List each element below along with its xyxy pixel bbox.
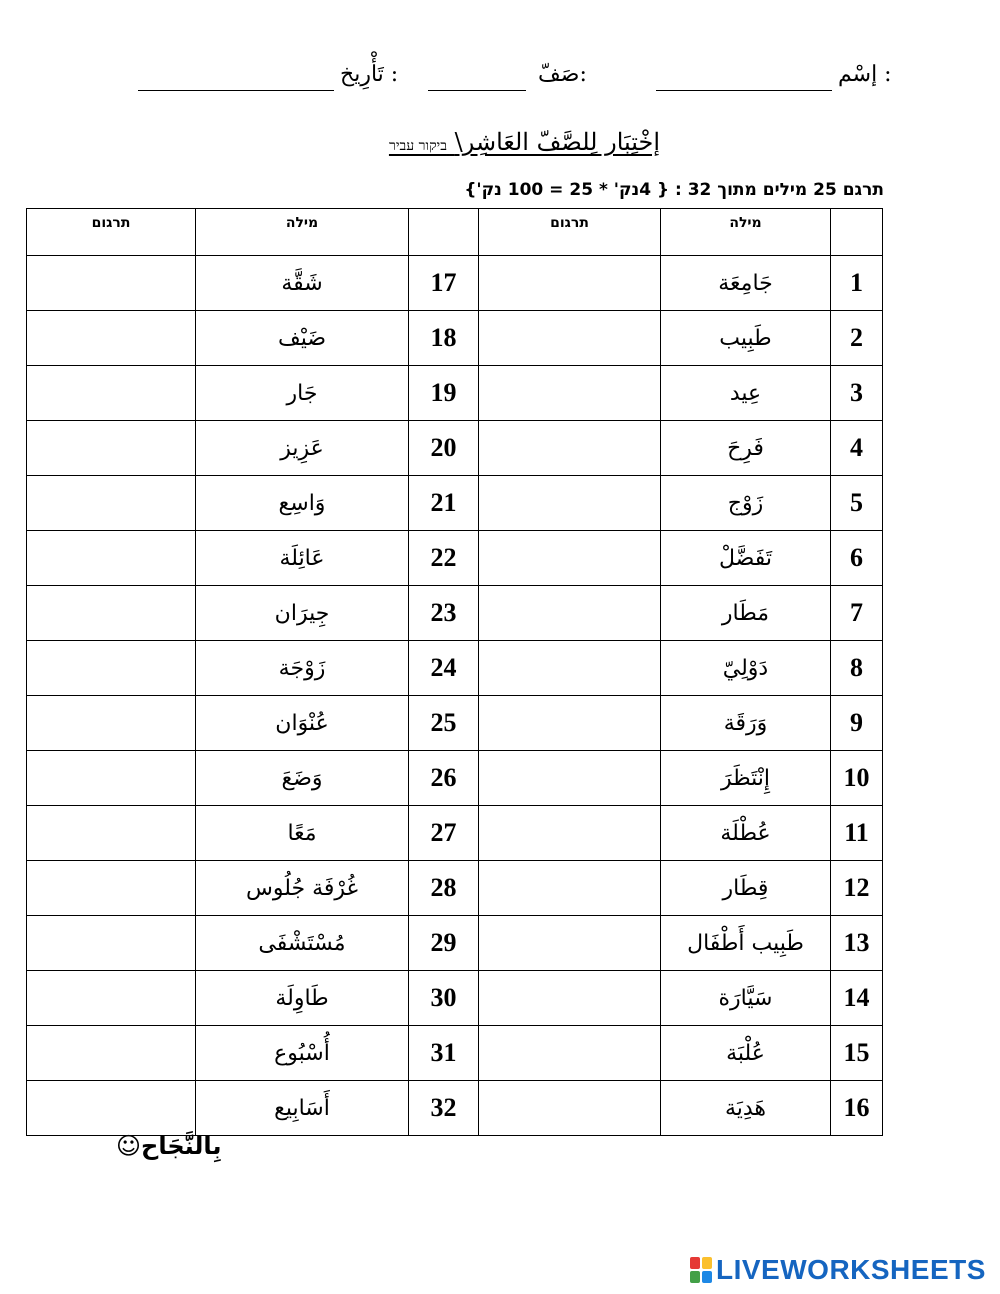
table-row (27, 696, 883, 751)
translation-answer-cell[interactable] (479, 1026, 661, 1081)
liveworksheets-logo (690, 1253, 986, 1287)
translation-answer-cell[interactable] (27, 861, 196, 916)
translation-answer-cell[interactable] (27, 1026, 196, 1081)
arabic-word: مَعًا (196, 806, 409, 861)
table-row (27, 971, 883, 1026)
vocabulary-table (26, 208, 883, 1136)
item-number: 7 (831, 586, 883, 641)
table-row (27, 861, 883, 916)
date-field-line (138, 90, 334, 91)
arabic-word: عَائِلَة (196, 531, 409, 586)
class-field-line (428, 90, 526, 91)
item-number: 11 (831, 806, 883, 861)
item-number: 8 (831, 641, 883, 696)
translation-answer-cell[interactable] (479, 971, 661, 1026)
translation-answer-cell[interactable] (479, 476, 661, 531)
translation-header: תרגום (479, 209, 661, 256)
item-number: 30 (409, 971, 479, 1026)
logo-mark-icon (690, 1257, 712, 1283)
table-row (27, 476, 883, 531)
arabic-word: ضَيْف (196, 311, 409, 366)
item-number: 28 (409, 861, 479, 916)
name-label: إسْم : (838, 62, 892, 87)
arabic-word: تَفَضَّلْ (661, 531, 831, 586)
word-header: מילה (196, 209, 409, 256)
item-number: 15 (831, 1026, 883, 1081)
item-number: 4 (831, 421, 883, 476)
arabic-word: مُسْتَشْفَى (196, 916, 409, 971)
item-number: 21 (409, 476, 479, 531)
translation-answer-cell[interactable] (27, 586, 196, 641)
item-number: 23 (409, 586, 479, 641)
arabic-word: طَبِيب أَطْفَال (661, 916, 831, 971)
item-number: 1 (831, 256, 883, 311)
table-row (27, 531, 883, 586)
arabic-word: شَقَّة (196, 256, 409, 311)
arabic-word: غُرْفَة جُلُوس (196, 861, 409, 916)
item-number: 24 (409, 641, 479, 696)
arabic-word: جِيرَان (196, 586, 409, 641)
item-number: 27 (409, 806, 479, 861)
item-number: 3 (831, 366, 883, 421)
table-row (27, 916, 883, 971)
arabic-word: فَرِحَ (661, 421, 831, 476)
item-number: 10 (831, 751, 883, 806)
exam-title: إخْتِبَار لِلصَّفّ العَاشِر\ (454, 128, 660, 156)
arabic-word: جَامِعَة (661, 256, 831, 311)
translation-answer-cell[interactable] (27, 256, 196, 311)
translation-answer-cell[interactable] (479, 311, 661, 366)
translation-answer-cell[interactable] (27, 311, 196, 366)
table-row (27, 421, 883, 476)
item-number: 5 (831, 476, 883, 531)
table-row (27, 806, 883, 861)
number-header (831, 209, 883, 256)
arabic-word: زَوْجَة (196, 641, 409, 696)
table-row (27, 586, 883, 641)
arabic-word: عِيد (661, 366, 831, 421)
arabic-word: عَزِيز (196, 421, 409, 476)
translation-answer-cell[interactable] (27, 531, 196, 586)
translation-answer-cell[interactable] (27, 751, 196, 806)
instructions: תרגם 25 מילים מתוך 32 : { 4נק' * 25 = 100 נק'} (464, 180, 884, 200)
translation-answer-cell[interactable] (27, 806, 196, 861)
translation-answer-cell[interactable] (479, 421, 661, 476)
teacher-name: ביקור עביר (388, 138, 447, 154)
item-number: 17 (409, 256, 479, 311)
item-number: 29 (409, 916, 479, 971)
translation-answer-cell[interactable] (479, 366, 661, 421)
arabic-word: قِطَار (661, 861, 831, 916)
arabic-word: عُنْوَان (196, 696, 409, 751)
arabic-word: عُطْلَة (661, 806, 831, 861)
date-label: تَأْرِيخ : (340, 62, 399, 87)
translation-answer-cell[interactable] (27, 916, 196, 971)
page-title (300, 128, 660, 156)
word-header: מילה (661, 209, 831, 256)
class-label: صَفّ: (538, 62, 587, 87)
translation-answer-cell[interactable] (27, 971, 196, 1026)
item-number: 9 (831, 696, 883, 751)
arabic-word: عُلْبَة (661, 1026, 831, 1081)
translation-answer-cell[interactable] (479, 861, 661, 916)
item-number: 26 (409, 751, 479, 806)
item-number: 20 (409, 421, 479, 476)
translation-answer-cell[interactable] (27, 421, 196, 476)
item-number: 32 (409, 1081, 479, 1136)
arabic-word: مَطَار (661, 586, 831, 641)
item-number: 22 (409, 531, 479, 586)
name-field-line (656, 90, 832, 91)
translation-answer-cell[interactable] (479, 696, 661, 751)
translation-answer-cell[interactable] (479, 586, 661, 641)
number-header (409, 209, 479, 256)
arabic-word: طَبِيب (661, 311, 831, 366)
translation-answer-cell[interactable] (479, 806, 661, 861)
translation-answer-cell[interactable] (479, 641, 661, 696)
table-row (27, 311, 883, 366)
translation-answer-cell[interactable] (479, 751, 661, 806)
translation-answer-cell[interactable] (479, 1081, 661, 1136)
arabic-word: وَضَعَ (196, 751, 409, 806)
translation-answer-cell[interactable] (27, 696, 196, 751)
logo-text: LIVEWORKSHEETS (716, 1254, 986, 1285)
translation-answer-cell[interactable] (27, 476, 196, 531)
translation-answer-cell[interactable] (27, 366, 196, 421)
item-number: 16 (831, 1081, 883, 1136)
arabic-word: هَدِيَة (661, 1081, 831, 1136)
item-number: 31 (409, 1026, 479, 1081)
arabic-word: وَاسِع (196, 476, 409, 531)
arabic-word: أَسَابِيع (196, 1081, 409, 1136)
arabic-word: طَاوِلَة (196, 971, 409, 1026)
table-row (27, 366, 883, 421)
arabic-word: سَيَّارَة (661, 971, 831, 1026)
arabic-word: أُسْبُوع (196, 1026, 409, 1081)
item-number: 19 (409, 366, 479, 421)
table-row (27, 256, 883, 311)
item-number: 18 (409, 311, 479, 366)
table-row (27, 751, 883, 806)
arabic-word: دَوْلِيّ (661, 641, 831, 696)
table-row (27, 1081, 883, 1136)
item-number: 12 (831, 861, 883, 916)
item-number: 14 (831, 971, 883, 1026)
table-row (27, 1026, 883, 1081)
arabic-word: إِنْتَظَرَ (661, 751, 831, 806)
item-number: 6 (831, 531, 883, 586)
translation-header: תרגום (27, 209, 196, 256)
table-header-row (27, 209, 883, 256)
translation-answer-cell[interactable] (479, 256, 661, 311)
item-number: 13 (831, 916, 883, 971)
table-row (27, 641, 883, 696)
translation-answer-cell[interactable] (479, 531, 661, 586)
arabic-word: وَرَقَة (661, 696, 831, 751)
item-number: 2 (831, 311, 883, 366)
arabic-word: جَار (196, 366, 409, 421)
translation-answer-cell[interactable] (479, 916, 661, 971)
good-luck-text: بِالنَّجَاح☺ (116, 1132, 222, 1160)
student-header (0, 58, 1000, 98)
arabic-word: زَوْج (661, 476, 831, 531)
translation-answer-cell[interactable] (27, 641, 196, 696)
translation-answer-cell[interactable] (27, 1081, 196, 1136)
item-number: 25 (409, 696, 479, 751)
